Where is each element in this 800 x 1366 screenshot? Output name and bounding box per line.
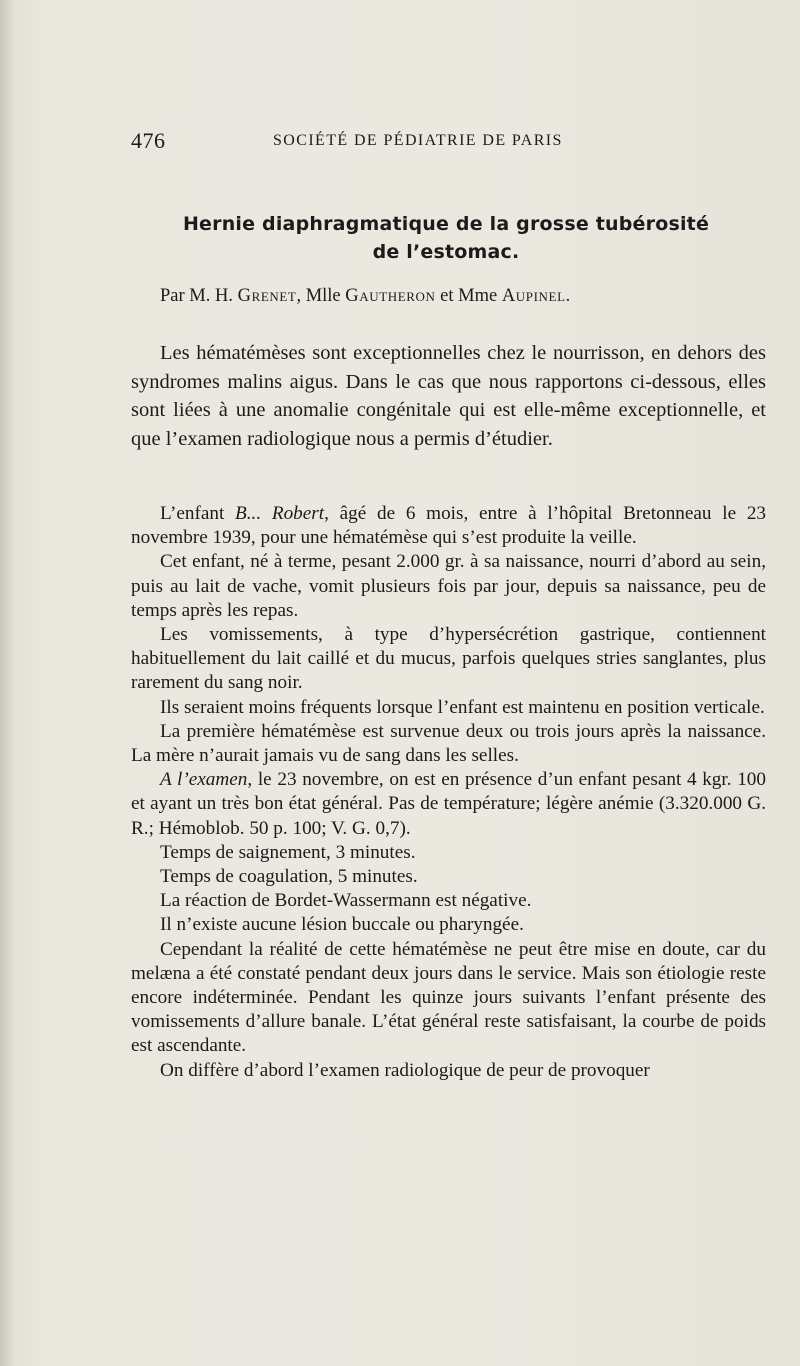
running-head: SOCIÉTÉ DE PÉDIATRIE DE PARIS [273, 132, 563, 149]
case-paragraph-position: Ils seraient moins fréquents lorsque l’enfant est maintenu en position verticale. [160, 696, 765, 718]
patient-name: B... Robert [235, 503, 325, 524]
author-aupinel: Aupinel [501, 286, 566, 306]
case-paragraph-coagulation-time: Temps de coagulation, 5 minutes. [160, 866, 418, 888]
article-title-line-1: Hernie diaphragmatique de la grosse tubérosité [182, 213, 710, 235]
case-paragraph-wassermann: La réaction de Bordet-Wassermann est négative. [160, 890, 532, 912]
intro-section [131, 339, 766, 453]
case-paragraph-history: Cet enfant, né à terme, pesant 2.000 gr. à sa naissance, nourri d’abord au sein, puis au lait de vache, vomit plusieurs fois par jour, depuis sa naissance, peu de temps après les repas. [131, 551, 766, 621]
authors-separator-1: , Mlle [296, 286, 346, 306]
case-paragraph-no-lesion: Il n’existe aucune lésion buccale ou pharyngée. [160, 914, 524, 936]
page-gutter-shadow [0, 0, 14, 1366]
author-grenet: Grenet [237, 286, 297, 306]
article-title [131, 210, 761, 266]
article-title-line-2: de l’estomac. [372, 241, 520, 263]
article-authors [160, 283, 760, 309]
case-report-section [131, 502, 766, 1083]
author-gautheron: Gautheron [345, 286, 436, 306]
intro-paragraph: Les hématémèses sont exceptionnelles chez le nourrisson, en dehors des syndromes malins aigus. Dans le cas que nous rapportons ci-dessous, elles sont liées à une anomalie congénitale qui est elle-même exceptionnelle, et que l’examen radiologique nous a permis d’étudier. [131, 342, 766, 450]
authors-suffix: . [565, 286, 571, 306]
page-number: 476 [131, 128, 166, 153]
case-p6-lead: A l’examen [160, 769, 248, 791]
page-header [131, 128, 761, 158]
case-p6-rest: , le 23 novembre, on est en présence d’un enfant pesant 4 kgr. 100 et ayant un très bon état général. Pas de température; légère anémie (3.320.000 G. R.; Hémoblob. 50 p. 100; V. G. 0,7). [131, 769, 766, 839]
case-p1-lead: L’enfant [160, 503, 236, 524]
case-paragraph-melaena: Cependant la réalité de cette hématémèse ne peut être mise en doute, car du melæna a été constaté pendant deux jours dans le service. Mais son étiologie reste encore indéterminée. Pendant les quinze jours suivants l’enfant présente des vomissements d’allure banale. L’état général reste satisfaisant, la courbe de poids est ascendante. [131, 938, 766, 1057]
case-paragraph-examination [131, 768, 766, 841]
authors-prefix: Par M. H. [160, 286, 238, 306]
case-p1-rest: , âgé de 6 mois, entre à l’hôpital Bretonneau le 23 novembre 1939, pour une hématémèse qui s’est produite la veille. [131, 503, 767, 549]
case-paragraph-admission [131, 502, 766, 550]
case-paragraph-first-hematemesis: La première hématémèse est survenue deux ou trois jours après la naissance. La mère n’aurait jamais vu de sang dans les selles. [131, 720, 766, 767]
authors-separator-2: et Mme [435, 286, 502, 306]
case-paragraph-bleeding-time: Temps de saignement, 3 minutes. [160, 841, 416, 863]
case-paragraph-radiology: On diffère d’abord l’examen radiologique de peur de provoquer [160, 1059, 650, 1081]
case-paragraph-vomiting: Les vomissements, à type d’hypersécrétion gastrique, contiennent habituellement du lait caillé et du mucus, parfois quelques stries sanglantes, plus rarement du sang noir. [131, 624, 766, 694]
